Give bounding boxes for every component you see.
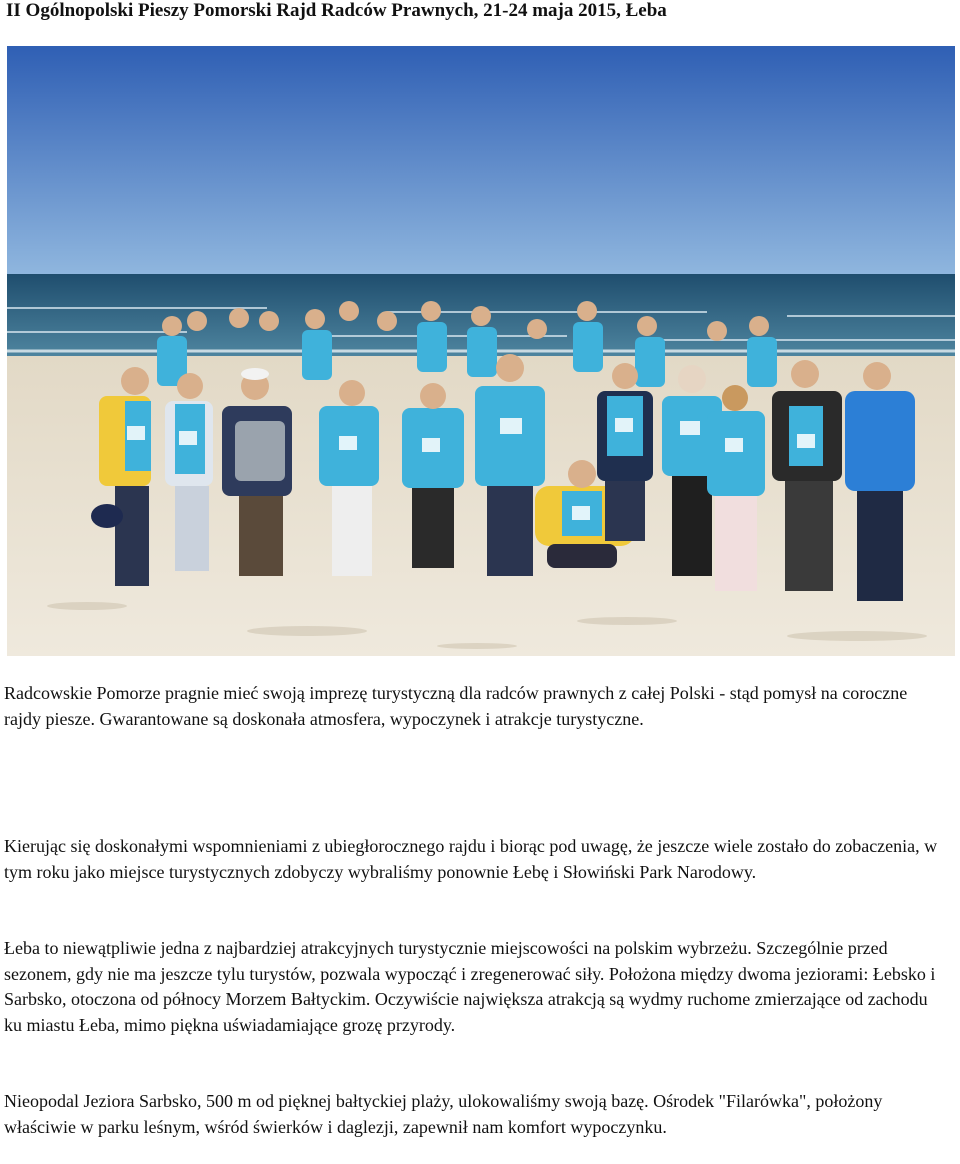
paragraph-base: Nieopodal Jeziora Sarbsko, 500 m od pięknej bałtyckiej plaży, ulokowaliśmy swoją bazę. Ośrodek "Filarówka", położony właściwie w parku leśnym, wśród świerków i daglezji, zapewnił nam komfort wypoczynku. [4,1091,883,1137]
bag [91,504,123,528]
beach-group-photo [7,46,955,656]
sky [7,46,955,274]
paragraph-destination: Kierując się doskonałymi wspomnieniami z ubiegłorocznego rajdu i biorąc pod uwagę, że jeszcze wiele zostało do zobaczenia, w tym roku jako miejsce turystycznych zdobyczy wybraliśmy ponownie Łebę i Słowiński Park Narodowy. [4,836,938,882]
group-photo [7,46,955,656]
paragraph-intro: Radcowskie Pomorze pragnie mieć swoją imprezę turystyczną dla radców prawnych z całej Polski - stąd pomysł na coroczne rajdy piesze. Gwarantowane są doskonała atmosfera, wypoczynek i atrakcje turystyczne. [4,683,908,729]
page-title: II Ogólnopolski Pieszy Pomorski Rajd Radców Prawnych, 21-24 maja 2015, Łeba [6,0,667,21]
person-10 [707,385,765,591]
paragraph-leba: Łeba to niewątpliwie jedna z najbardziej atrakcyjnych turystycznie miejscowości na polskim wybrzeżu. Szczególnie przed sezonem, gdy nie ma jeszcze tylu turystów, pozwala wypocząć i zregenerować siły. Położona między dwoma jeziorami: Łebsko i Sarbsko, otoczona od północy Morzem Bałtyckim. Oczywiście największa atrakcją są wydmy ruchome zmierzające od zachodu ku miastu Łeba, mimo piękna uświadamiające grozę przyrody. [4,938,936,1035]
